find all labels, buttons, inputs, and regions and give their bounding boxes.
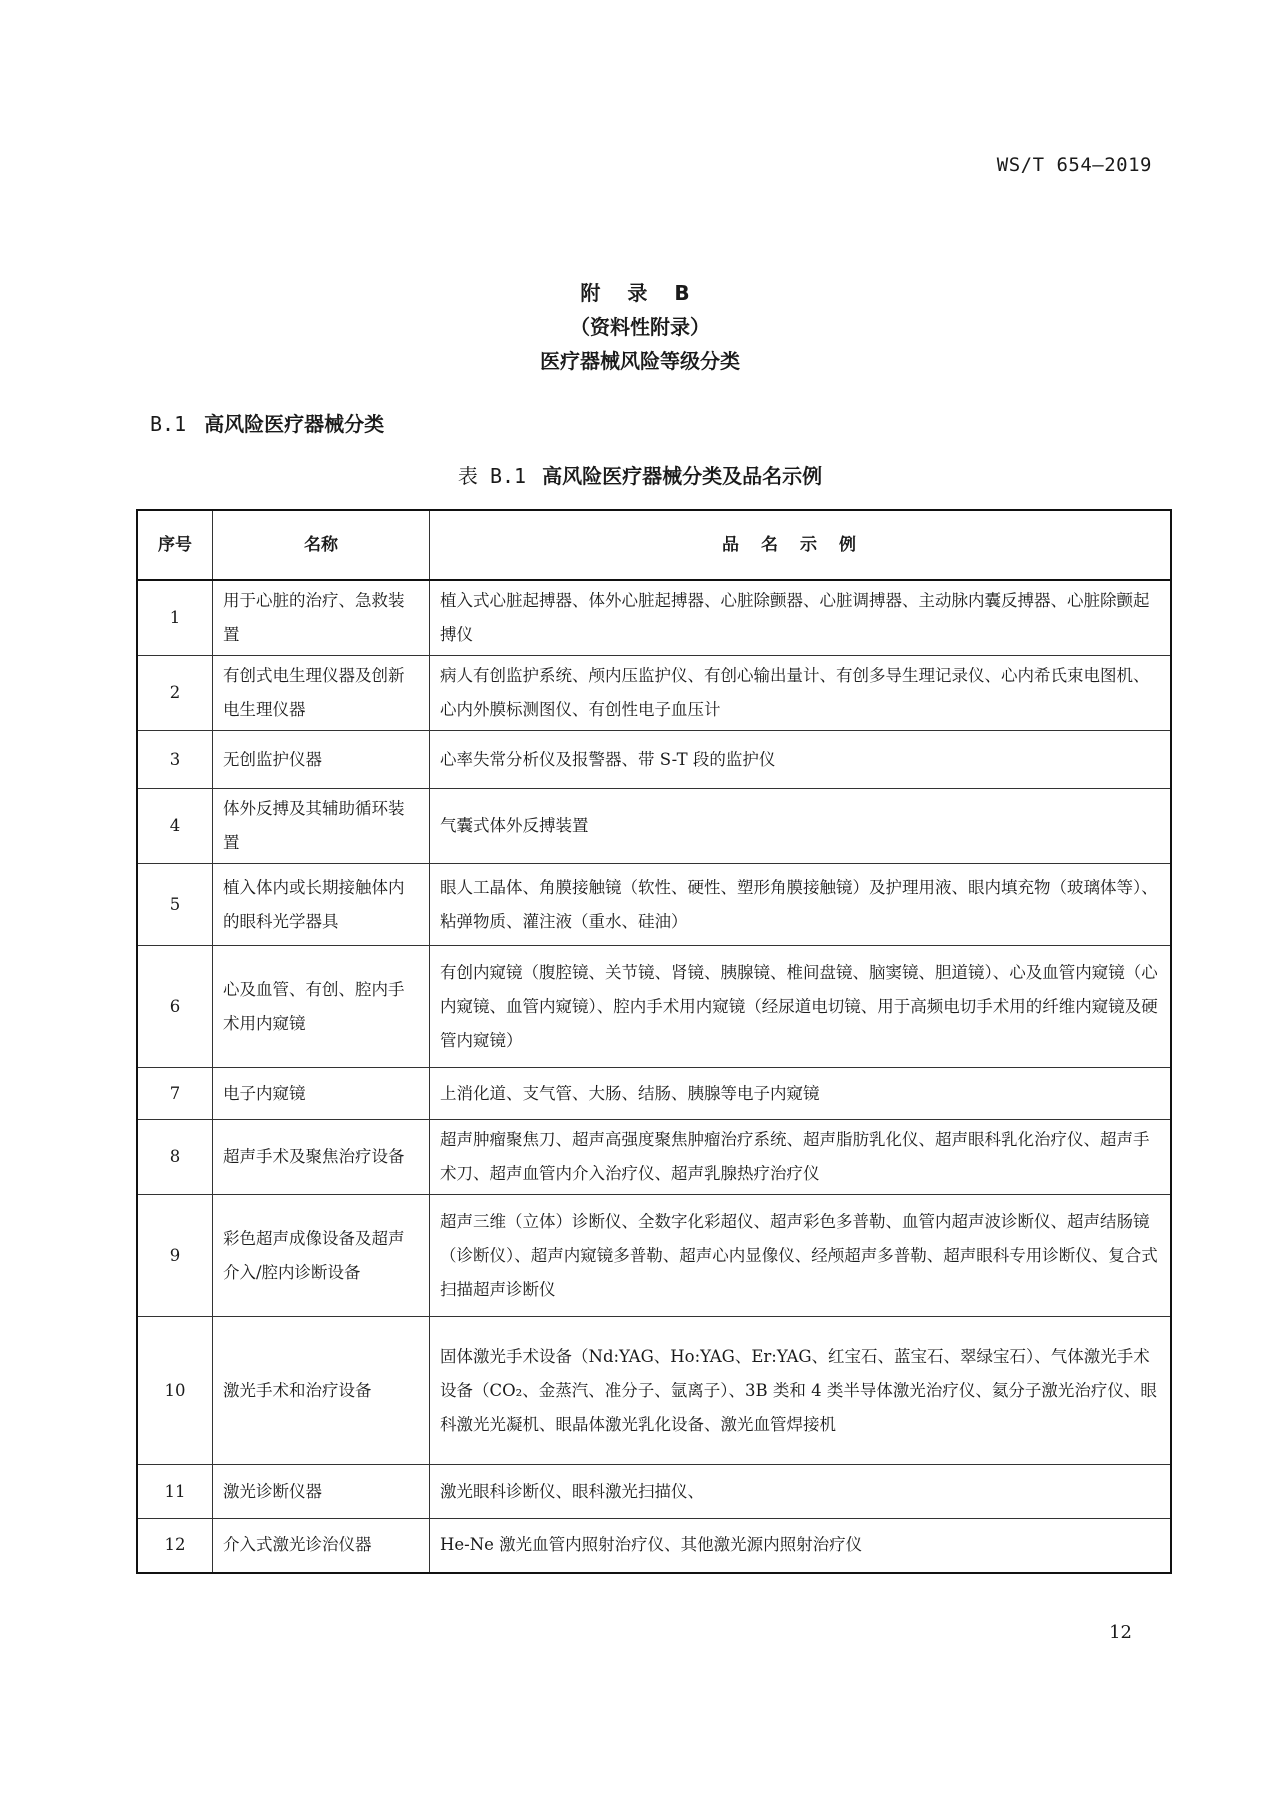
row-name: 彩色超声成像设备及超声介入/腔内诊断设备 bbox=[213, 1195, 430, 1317]
row-examples: 激光眼科诊断仪、眼科激光扫描仪、 bbox=[430, 1465, 1172, 1519]
appendix-heading bbox=[0, 276, 1280, 378]
row-name: 用于心脏的治疗、急救装置 bbox=[213, 580, 430, 656]
table-row bbox=[137, 1465, 1171, 1519]
row-examples: 上消化道、支气管、大肠、结肠、胰腺等电子内窥镜 bbox=[430, 1068, 1172, 1120]
row-no: 11 bbox=[137, 1465, 213, 1519]
table-row bbox=[137, 864, 1171, 946]
row-examples: 病人有创监护系统、颅内压监护仪、有创心输出量计、有创多导生理记录仪、心内希氏束电图机、心内外膜标测图仪、有创性电子血压计 bbox=[430, 656, 1172, 731]
table-row bbox=[137, 656, 1171, 731]
row-examples: 气囊式体外反搏装置 bbox=[430, 789, 1172, 864]
table-row bbox=[137, 731, 1171, 789]
row-no: 10 bbox=[137, 1317, 213, 1465]
row-examples: 心率失常分析仪及报警器、带 S-T 段的监护仪 bbox=[430, 731, 1172, 789]
section-heading bbox=[150, 408, 384, 437]
row-no: 8 bbox=[137, 1120, 213, 1195]
table-caption-number: 表 B.1 bbox=[457, 464, 527, 488]
appendix-title: 附 录 B bbox=[580, 281, 700, 305]
row-examples: 有创内窥镜（腹腔镜、关节镜、肾镜、胰腺镜、椎间盘镜、脑窦镜、胆道镜）、心及血管内窥镜（心内窥镜、血管内窥镜）、腔内手术用内窥镜（经尿道电切镜、用于高频电切手术用的纤维内窥镜及硬管内窥镜） bbox=[430, 946, 1172, 1068]
row-name: 超声手术及聚焦治疗设备 bbox=[213, 1120, 430, 1195]
row-no: 5 bbox=[137, 864, 213, 946]
row-name: 心及血管、有创、腔内手术用内窥镜 bbox=[213, 946, 430, 1068]
row-name: 激光诊断仪器 bbox=[213, 1465, 430, 1519]
row-examples: 眼人工晶体、角膜接触镜（软性、硬性、塑形角膜接触镜）及护理用液、眼内填充物（玻璃体等）、粘弹物质、灌注液（重水、硅油） bbox=[430, 864, 1172, 946]
table-header-row bbox=[137, 510, 1171, 580]
row-examples: 植入式心脏起搏器、体外心脏起搏器、心脏除颤器、心脏调搏器、主动脉内囊反搏器、心脏除颤起搏仪 bbox=[430, 580, 1172, 656]
table-row bbox=[137, 580, 1171, 656]
table-row bbox=[137, 1317, 1171, 1465]
table-caption-title: 高风险医疗器械分类及品名示例 bbox=[542, 464, 823, 488]
row-name: 体外反搏及其辅助循环装置 bbox=[213, 789, 430, 864]
row-no: 9 bbox=[137, 1195, 213, 1317]
header-examples: 品名示例 bbox=[430, 510, 1172, 580]
row-name: 植入体内或长期接触体内的眼科光学器具 bbox=[213, 864, 430, 946]
row-no: 12 bbox=[137, 1519, 213, 1573]
table-row bbox=[137, 789, 1171, 864]
table-row bbox=[137, 1120, 1171, 1195]
row-name: 无创监护仪器 bbox=[213, 731, 430, 789]
row-no: 7 bbox=[137, 1068, 213, 1120]
table-row bbox=[137, 946, 1171, 1068]
row-name: 激光手术和治疗设备 bbox=[213, 1317, 430, 1465]
header-name: 名称 bbox=[213, 510, 430, 580]
appendix-subtitle: （资料性附录） bbox=[570, 315, 710, 339]
row-examples: 超声三维（立体）诊断仪、全数字化彩超仪、超声彩色多普勒、血管内超声波诊断仪、超声结肠镜（诊断仪）、超声内窥镜多普勒、超声心内显像仪、经颅超声多普勒、超声眼科专用诊断仪、复合式扫描超声诊断仪 bbox=[430, 1195, 1172, 1317]
row-examples: 超声肿瘤聚焦刀、超声高强度聚焦肿瘤治疗系统、超声脂肪乳化仪、超声眼科乳化治疗仪、超声手术刀、超声血管内介入治疗仪、超声乳腺热疗治疗仪 bbox=[430, 1120, 1172, 1195]
table-row bbox=[137, 1068, 1171, 1120]
section-title: 高风险医疗器械分类 bbox=[204, 412, 385, 436]
appendix-name: 医疗器械风险等级分类 bbox=[540, 349, 740, 373]
row-no: 3 bbox=[137, 731, 213, 789]
row-name: 电子内窥镜 bbox=[213, 1068, 430, 1120]
device-risk-table bbox=[136, 509, 1172, 1574]
header-no: 序号 bbox=[137, 510, 213, 580]
row-no: 6 bbox=[137, 946, 213, 1068]
standard-code: WS/T 654—2019 bbox=[996, 154, 1152, 176]
table-caption bbox=[0, 460, 1280, 489]
row-no: 2 bbox=[137, 656, 213, 731]
table-row bbox=[137, 1519, 1171, 1573]
table-row bbox=[137, 1195, 1171, 1317]
row-name: 有创式电生理仪器及创新电生理仪器 bbox=[213, 656, 430, 731]
row-no: 4 bbox=[137, 789, 213, 864]
page-number: 12 bbox=[1109, 1622, 1132, 1643]
section-number: B.1 bbox=[150, 412, 187, 436]
row-no: 1 bbox=[137, 580, 213, 656]
row-name: 介入式激光诊治仪器 bbox=[213, 1519, 430, 1573]
row-examples: He-Ne 激光血管内照射治疗仪、其他激光源内照射治疗仪 bbox=[430, 1519, 1172, 1573]
row-examples: 固体激光手术设备（Nd:YAG、Ho:YAG、Er:YAG、红宝石、蓝宝石、翠绿宝石）、气体激光手术设备（CO₂、金蒸汽、准分子、氩离子）、3B 类和 4 类半导体激光治疗仪、氦分子激光治疗仪、眼科激光光凝机、眼晶体激光乳化设备、激光血管焊接机 bbox=[430, 1317, 1172, 1465]
